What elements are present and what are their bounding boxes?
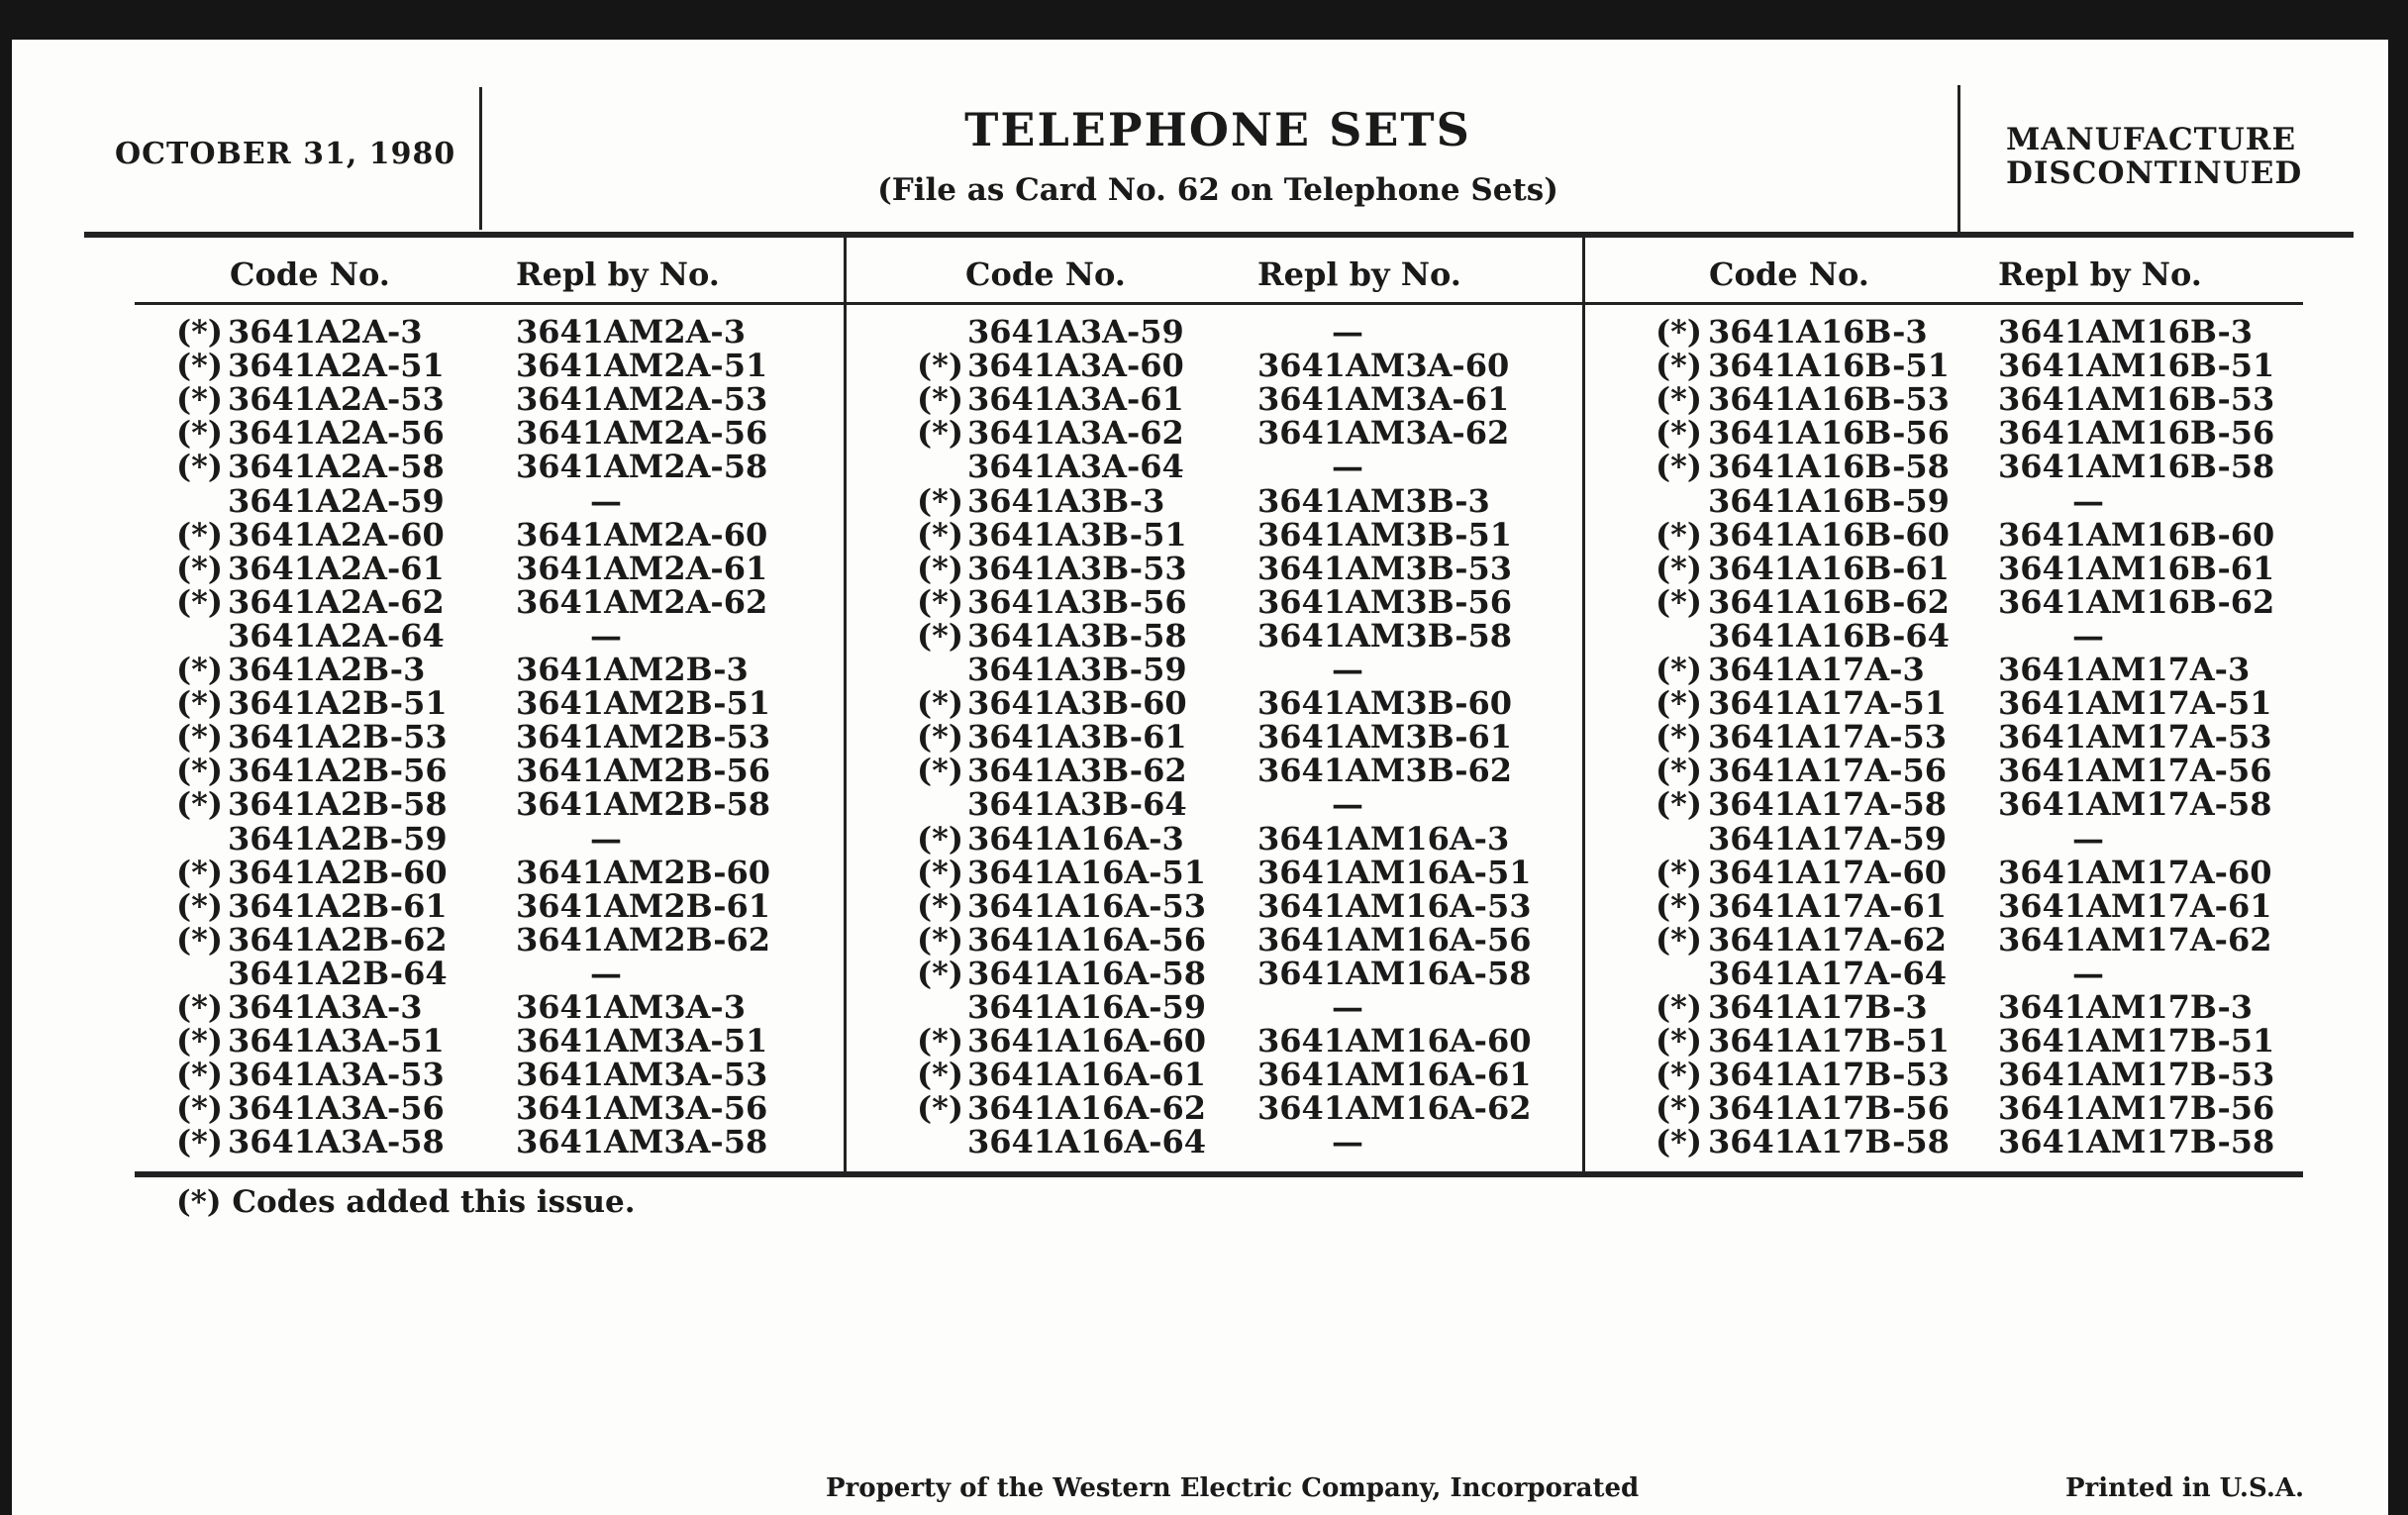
status-label	[2006, 123, 2302, 190]
replacement-number: 3641AM3A-3	[516, 988, 746, 1026]
added-marker: (*)	[176, 1056, 224, 1094]
added-marker: (*)	[917, 380, 964, 419]
no-replacement-dash: —	[1332, 313, 1363, 351]
added-marker: (*)	[176, 1022, 224, 1060]
added-marker: (*)	[917, 752, 964, 790]
added-marker: (*)	[1656, 1056, 1703, 1094]
code-number: 3641A17A-62	[1708, 920, 1948, 959]
top-thick-rule	[84, 232, 2354, 238]
added-marker: (*)	[176, 549, 224, 587]
no-replacement-dash: —	[2072, 954, 2104, 992]
replacement-number: 3641AM3B-3	[1257, 481, 1490, 520]
code-number: 3641A3B-64	[967, 785, 1187, 824]
code-number: 3641A2B-51	[228, 684, 448, 723]
replacement-number: 3641AM17A-58	[1998, 785, 2272, 824]
replacement-number: 3641AM16A-60	[1257, 1022, 1532, 1060]
added-marker: (*)	[176, 582, 224, 621]
replacement-number: 3641AM17B-58	[1998, 1123, 2275, 1162]
added-marker: (*)	[176, 651, 224, 688]
code-number: 3641A16A-59	[967, 988, 1207, 1026]
replacement-number: 3641AM17B-51	[1998, 1022, 2275, 1060]
code-number: 3641A17B-51	[1708, 1022, 1950, 1060]
added-marker: (*)	[917, 582, 964, 621]
replacement-number: 3641AM2B-3	[516, 651, 749, 688]
no-replacement-dash: —	[2072, 616, 2104, 655]
added-marker: (*)	[1656, 515, 1703, 554]
added-marker: (*)	[917, 819, 964, 858]
replacement-number: 3641AM16A-61	[1257, 1056, 1532, 1094]
replacement-number: 3641AM3B-62	[1257, 752, 1513, 790]
added-marker: (*)	[1656, 1089, 1703, 1128]
added-marker: (*)	[917, 886, 964, 925]
added-marker: (*)	[1656, 752, 1703, 790]
code-number: 3641A16A-58	[967, 954, 1207, 992]
column-header-code: Code No.	[230, 255, 390, 293]
added-marker: (*)	[917, 1056, 964, 1094]
code-number: 3641A17A-61	[1708, 886, 1948, 925]
code-number: 3641A2A-53	[228, 380, 445, 419]
no-replacement-dash: —	[2072, 819, 2104, 858]
code-number: 3641A16A-51	[967, 853, 1207, 891]
replacement-number: 3641AM17A-3	[1998, 651, 2251, 688]
column-divider-2	[1582, 236, 1585, 1176]
replacement-number: 3641AM2B-62	[516, 920, 771, 959]
added-marker: (*)	[176, 886, 224, 925]
replacement-number: 3641AM3B-58	[1257, 616, 1513, 655]
code-number: 3641A16A-3	[967, 819, 1184, 858]
added-marker: (*)	[917, 347, 964, 385]
code-number: 3641A3B-56	[967, 582, 1187, 621]
replacement-number: 3641AM3A-60	[1257, 347, 1510, 385]
code-number: 3641A3B-53	[967, 549, 1187, 587]
added-marker: (*)	[176, 752, 224, 790]
replacement-number: 3641AM2A-62	[516, 582, 768, 621]
code-number: 3641A17A-51	[1708, 684, 1948, 723]
replacement-number: 3641AM2A-3	[516, 313, 746, 351]
no-replacement-dash: —	[590, 819, 622, 858]
column-header-repl: Repl by No.	[1998, 255, 2202, 293]
added-marker: (*)	[917, 549, 964, 587]
footer-printed: Printed in U.S.A.	[2065, 1473, 2305, 1503]
replacement-number: 3641AM17A-62	[1998, 920, 2272, 959]
code-number: 3641A2B-53	[228, 718, 448, 757]
no-replacement-dash: —	[590, 616, 622, 655]
code-number: 3641A2A-56	[228, 414, 445, 453]
code-number: 3641A2B-62	[228, 920, 448, 959]
replacement-number: 3641AM16B-60	[1998, 515, 2275, 554]
added-marker: (*)	[1656, 347, 1703, 385]
replacement-number: 3641AM17A-60	[1998, 853, 2272, 891]
added-marker: (*)	[1656, 448, 1703, 486]
replacement-number: 3641AM17A-56	[1998, 752, 2272, 790]
added-marker: (*)	[1656, 549, 1703, 587]
added-marker: (*)	[176, 313, 224, 351]
replacement-number: 3641AM2B-61	[516, 886, 771, 925]
replacement-number: 3641AM2B-60	[516, 853, 771, 891]
added-marker: (*)	[917, 1022, 964, 1060]
added-marker: (*)	[176, 380, 224, 419]
added-marker: (*)	[176, 785, 224, 824]
replacement-number: 3641AM16A-53	[1257, 886, 1532, 925]
replacement-number: 3641AM2A-51	[516, 347, 768, 385]
bottom-thick-rule	[135, 1171, 2303, 1177]
code-number: 3641A3A-3	[228, 988, 423, 1026]
code-number: 3641A16A-64	[967, 1123, 1207, 1162]
added-marker: (*)	[917, 481, 964, 520]
replacement-number: 3641AM3A-62	[1257, 414, 1510, 453]
added-marker: (*)	[176, 347, 224, 385]
added-marker: (*)	[917, 616, 964, 655]
code-number: 3641A16B-59	[1708, 481, 1950, 520]
no-replacement-dash: —	[590, 481, 622, 520]
no-replacement-dash: —	[1332, 785, 1363, 824]
code-number: 3641A2B-64	[228, 954, 448, 992]
code-number: 3641A16B-61	[1708, 549, 1950, 587]
replacement-number: 3641AM3B-51	[1257, 515, 1513, 554]
code-number: 3641A17B-58	[1708, 1123, 1950, 1162]
no-replacement-dash: —	[1332, 1123, 1363, 1162]
added-marker: (*)	[917, 684, 964, 723]
replacement-number: 3641AM17A-53	[1998, 718, 2272, 757]
replacement-number: 3641AM2A-56	[516, 414, 768, 453]
added-marker: (*)	[917, 853, 964, 891]
added-marker: (*)	[917, 920, 964, 959]
column-header-repl: Repl by No.	[1257, 255, 1461, 293]
header-underline	[135, 302, 2303, 305]
replacement-number: 3641AM17A-61	[1998, 886, 2272, 925]
no-replacement-dash: —	[1332, 988, 1363, 1026]
page-subtitle: (File as Card No. 62 on Telephone Sets)	[877, 172, 1558, 208]
replacement-number: 3641AM17A-51	[1998, 684, 2272, 723]
code-number: 3641A16B-64	[1708, 616, 1950, 655]
added-marker: (*)	[176, 1089, 224, 1128]
page-title: TELEPHONE SETS	[964, 103, 1471, 156]
no-replacement-dash: —	[590, 954, 622, 992]
added-marker: (*)	[1656, 582, 1703, 621]
added-marker: (*)	[176, 1123, 224, 1162]
code-number: 3641A17B-56	[1708, 1089, 1950, 1128]
replacement-number: 3641AM16B-56	[1998, 414, 2275, 453]
code-number: 3641A3B-3	[967, 481, 1165, 520]
code-number: 3641A16B-3	[1708, 313, 1928, 351]
replacement-number: 3641AM17B-56	[1998, 1089, 2275, 1128]
header-divider-right	[1957, 85, 1960, 232]
code-number: 3641A2B-59	[228, 819, 448, 858]
code-number: 3641A17A-3	[1708, 651, 1925, 688]
code-number: 3641A3B-61	[967, 718, 1187, 757]
code-number: 3641A2B-3	[228, 651, 426, 688]
status-line-2: DISCONTINUED	[2006, 155, 2303, 191]
code-number: 3641A3A-62	[967, 414, 1184, 453]
code-number: 3641A3A-61	[967, 380, 1184, 419]
replacement-number: 3641AM2A-53	[516, 380, 768, 419]
status-line-1: MANUFACTURE	[2006, 122, 2297, 157]
code-number: 3641A17B-53	[1708, 1056, 1950, 1094]
added-marker: (*)	[917, 515, 964, 554]
code-number: 3641A3A-60	[967, 347, 1184, 385]
code-number: 3641A2A-60	[228, 515, 445, 554]
replacement-number: 3641AM16A-3	[1257, 819, 1510, 858]
replacement-number: 3641AM16B-53	[1998, 380, 2275, 419]
code-number: 3641A16B-60	[1708, 515, 1950, 554]
added-marker: (*)	[1656, 651, 1703, 688]
code-number: 3641A16A-61	[967, 1056, 1207, 1094]
replacement-number: 3641AM16B-61	[1998, 549, 2275, 587]
replacement-number: 3641AM3A-61	[1257, 380, 1510, 419]
replacement-number: 3641AM3A-53	[516, 1056, 768, 1094]
code-number: 3641A3B-59	[967, 651, 1187, 688]
column-header-code: Code No.	[1709, 255, 1869, 293]
added-marker: (*)	[1656, 1123, 1703, 1162]
added-marker: (*)	[1656, 313, 1703, 351]
replacement-number: 3641AM2B-56	[516, 752, 771, 790]
replacement-number: 3641AM17B-3	[1998, 988, 2254, 1026]
code-number: 3641A3A-56	[228, 1089, 445, 1128]
code-number: 3641A16B-56	[1708, 414, 1950, 453]
code-number: 3641A3B-58	[967, 616, 1187, 655]
column-header-repl: Repl by No.	[516, 255, 720, 293]
issue-date: OCTOBER 31, 1980	[115, 137, 456, 171]
code-number: 3641A3A-58	[228, 1123, 445, 1162]
code-number: 3641A17B-3	[1708, 988, 1928, 1026]
added-marker: (*)	[1656, 380, 1703, 419]
code-number: 3641A2A-51	[228, 347, 445, 385]
replacement-number: 3641AM16B-3	[1998, 313, 2254, 351]
column-divider-1	[844, 236, 847, 1176]
added-marker: (*)	[176, 718, 224, 757]
replacement-number: 3641AM2A-60	[516, 515, 768, 554]
code-number: 3641A16A-56	[967, 920, 1207, 959]
added-marker: (*)	[1656, 684, 1703, 723]
code-number: 3641A16B-58	[1708, 448, 1950, 486]
code-number: 3641A17A-60	[1708, 853, 1948, 891]
replacement-number: 3641AM16A-51	[1257, 853, 1532, 891]
code-number: 3641A2A-59	[228, 481, 445, 520]
code-number: 3641A3B-62	[967, 752, 1187, 790]
header-divider-left	[479, 87, 482, 230]
column-header-code: Code No.	[965, 255, 1126, 293]
code-number: 3641A2A-3	[228, 313, 423, 351]
added-marker: (*)	[917, 718, 964, 757]
added-marker: (*)	[176, 988, 224, 1026]
added-marker: (*)	[1656, 414, 1703, 453]
replacement-number: 3641AM2B-53	[516, 718, 771, 757]
code-number: 3641A2B-60	[228, 853, 448, 891]
code-number: 3641A3A-64	[967, 448, 1184, 486]
added-marker: (*)	[176, 448, 224, 486]
code-number: 3641A2B-58	[228, 785, 448, 824]
code-number: 3641A2A-64	[228, 616, 445, 655]
replacement-number: 3641AM3B-61	[1257, 718, 1513, 757]
added-marker: (*)	[1656, 785, 1703, 824]
added-marker: (*)	[1656, 920, 1703, 959]
code-number: 3641A2B-56	[228, 752, 448, 790]
footnote: (*) Codes added this issue.	[176, 1184, 636, 1220]
code-number: 3641A3A-59	[967, 313, 1184, 351]
replacement-number: 3641AM16A-56	[1257, 920, 1532, 959]
replacement-number: 3641AM2B-51	[516, 684, 771, 723]
replacement-number: 3641AM2A-58	[516, 448, 768, 486]
replacement-number: 3641AM3B-60	[1257, 684, 1513, 723]
added-marker: (*)	[1656, 718, 1703, 757]
code-number: 3641A17A-59	[1708, 819, 1948, 858]
code-number: 3641A16A-62	[967, 1089, 1207, 1128]
replacement-number: 3641AM16B-58	[1998, 448, 2275, 486]
replacement-number: 3641AM2B-58	[516, 785, 771, 824]
code-number: 3641A16B-62	[1708, 582, 1950, 621]
code-number: 3641A16B-51	[1708, 347, 1950, 385]
added-marker: (*)	[176, 684, 224, 723]
code-number: 3641A2B-61	[228, 886, 448, 925]
footer-property: Property of the Western Electric Company, Incorporated	[826, 1473, 1640, 1503]
code-number: 3641A16A-53	[967, 886, 1207, 925]
no-replacement-dash: —	[1332, 651, 1363, 688]
replacement-number: 3641AM16A-62	[1257, 1089, 1532, 1128]
replacement-number: 3641AM3B-53	[1257, 549, 1513, 587]
replacement-number: 3641AM17B-53	[1998, 1056, 2275, 1094]
code-number: 3641A3B-60	[967, 684, 1187, 723]
replacement-number: 3641AM3A-56	[516, 1089, 768, 1128]
replacement-number: 3641AM3A-58	[516, 1123, 768, 1162]
no-replacement-dash: —	[1332, 448, 1363, 486]
no-replacement-dash: —	[2072, 481, 2104, 520]
code-number: 3641A2A-58	[228, 448, 445, 486]
code-number: 3641A17A-56	[1708, 752, 1948, 790]
replacement-number: 3641AM16A-58	[1257, 954, 1532, 992]
code-number: 3641A2A-62	[228, 582, 445, 621]
replacement-number: 3641AM2A-61	[516, 549, 768, 587]
added-marker: (*)	[1656, 886, 1703, 925]
added-marker: (*)	[1656, 988, 1703, 1026]
code-number: 3641A16A-60	[967, 1022, 1207, 1060]
code-number: 3641A3A-51	[228, 1022, 445, 1060]
code-number: 3641A2A-61	[228, 549, 445, 587]
code-number: 3641A3B-51	[967, 515, 1187, 554]
replacement-number: 3641AM16B-62	[1998, 582, 2275, 621]
added-marker: (*)	[917, 954, 964, 992]
added-marker: (*)	[176, 853, 224, 891]
added-marker: (*)	[176, 515, 224, 554]
code-number: 3641A17A-53	[1708, 718, 1948, 757]
added-marker: (*)	[917, 414, 964, 453]
replacement-number: 3641AM16B-51	[1998, 347, 2275, 385]
added-marker: (*)	[176, 920, 224, 959]
code-number: 3641A16B-53	[1708, 380, 1950, 419]
added-marker: (*)	[1656, 853, 1703, 891]
replacement-number: 3641AM3A-51	[516, 1022, 768, 1060]
added-marker: (*)	[176, 414, 224, 453]
replacement-number: 3641AM3B-56	[1257, 582, 1513, 621]
code-number: 3641A3A-53	[228, 1056, 445, 1094]
code-number: 3641A17A-64	[1708, 954, 1948, 992]
code-number: 3641A17A-58	[1708, 785, 1948, 824]
added-marker: (*)	[1656, 1022, 1703, 1060]
added-marker: (*)	[917, 1089, 964, 1128]
